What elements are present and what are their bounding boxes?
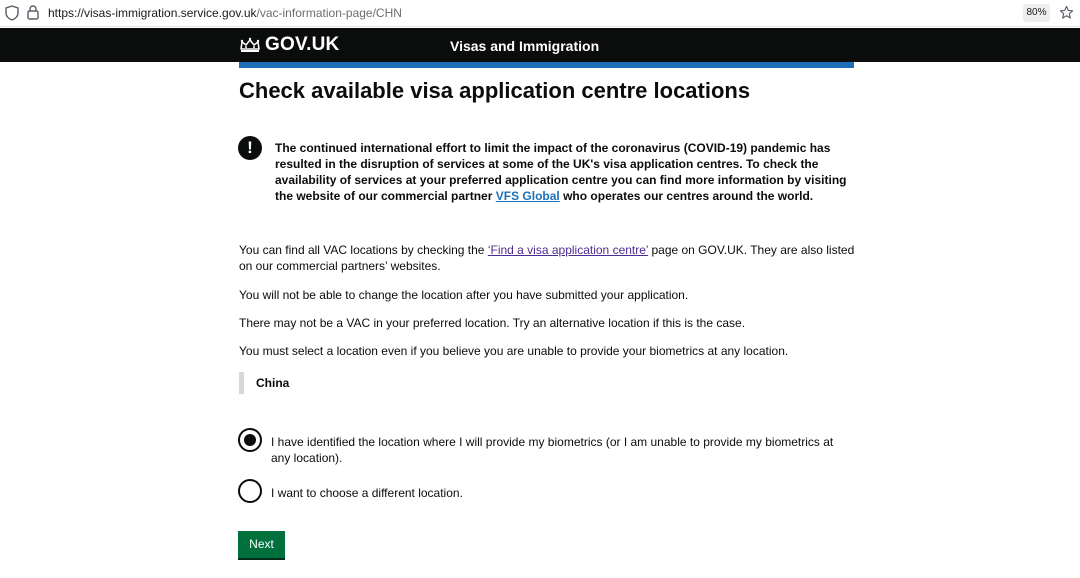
header-accent-bar: [239, 62, 854, 68]
radio-label-different-location[interactable]: I want to choose a different location.: [271, 486, 463, 500]
info-text-part: page on GOV.UK. They are also listed on our commercial partners’ websites.: [239, 243, 855, 273]
selected-country: China: [256, 376, 290, 390]
address-url[interactable]: [48, 6, 402, 21]
url-domain: https://visas-immigration.service.gov.uk: [48, 6, 257, 20]
govuk-logo-link[interactable]: GOV.UK: [265, 34, 340, 55]
radio-identified-location[interactable]: [238, 428, 262, 452]
url-path: /vac-information-page/CHN: [256, 6, 402, 20]
find-vac-link[interactable]: ‘Find a visa application centre’: [487, 243, 649, 257]
info-paragraph-must-select: You must select a location even if you believe you are unable to provide your biometrics at any location.: [239, 344, 789, 358]
next-button[interactable]: Next: [238, 531, 285, 558]
info-text-part: You can find all VAC locations by checking the: [239, 243, 488, 257]
crown-icon[interactable]: [239, 37, 261, 53]
zoom-indicator[interactable]: 80%: [1023, 4, 1050, 22]
bookmark-star-icon[interactable]: [1059, 5, 1074, 20]
info-paragraph-vac-locations: [239, 242, 859, 274]
warning-text-part: who operates our centres around the world.: [559, 189, 814, 203]
page-title: Check available visa application centre locations: [239, 78, 751, 103]
shield-icon[interactable]: [5, 5, 19, 21]
warning-text-part: The continued international effort to limit the impact of the coronavirus (COVID-19) pandemic has resulted in the disruption of services at some of the UK's visa application centres. To check the availability of services at your preferred application centre you can find more information by visiting the website of our commercial partner: [275, 141, 847, 203]
vfs-global-link[interactable]: VFS Global: [495, 189, 560, 203]
service-name-link[interactable]: Visas and Immigration: [450, 38, 600, 54]
radio-different-location[interactable]: [238, 479, 262, 503]
radio-label-identified-location[interactable]: I have identified the location where I will provide my biometrics (or I am unable to provide my biometrics at any location).: [271, 435, 834, 465]
info-paragraph-no-vac: There may not be a VAC in your preferred location. Try an alternative location if this is the case.: [239, 316, 746, 330]
warning-icon: !: [238, 136, 262, 160]
location-inset: [239, 372, 289, 394]
browser-address-bar: [0, 0, 1080, 27]
lock-icon[interactable]: [27, 5, 39, 20]
covid-warning-text: [275, 140, 855, 204]
info-paragraph-cannot-change: You will not be able to change the location after you have submitted your application.: [239, 288, 689, 302]
govuk-header: [0, 28, 1080, 62]
